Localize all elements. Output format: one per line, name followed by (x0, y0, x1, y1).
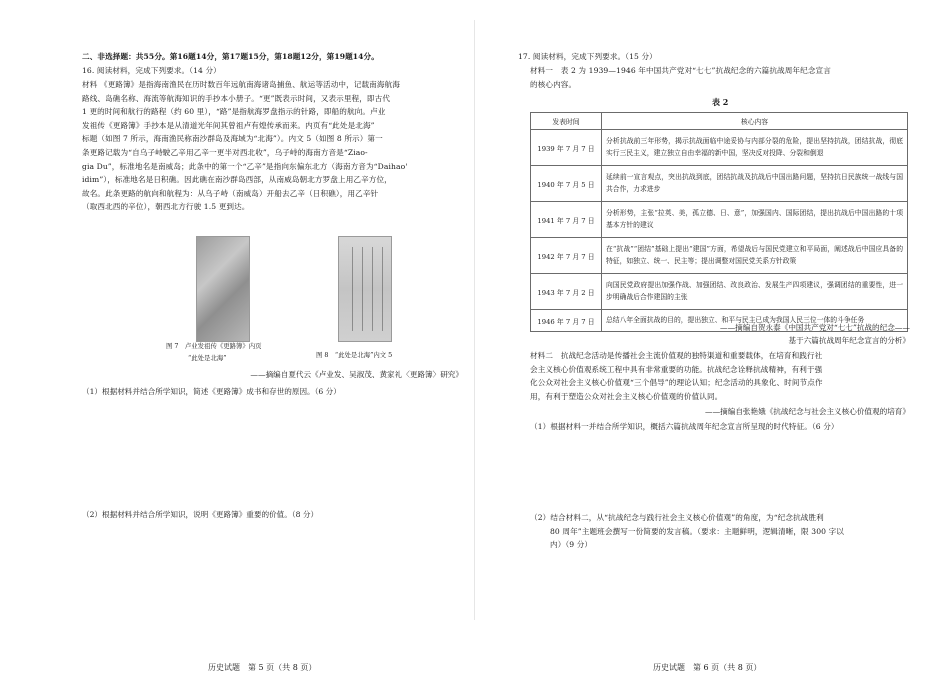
material-line: idim”），标准地名是日积礁。因此礁在南沙群岛西部，从南威岛朝北方罗盘上用乙辛方位， (82, 175, 392, 185)
page-footer: 历史试题 第 5 页（共 8 页） (208, 663, 317, 672)
question-17-part-2 (530, 511, 910, 552)
row-content: 延续前一宣言观点，突出抗战到底，团结抗战及抗战后中国出路问题，坚持抗日民族统一战线与国共合作，力求进步 (602, 166, 908, 202)
column-header-content: 核心内容 (602, 113, 908, 130)
table-row (531, 130, 908, 166)
figure-7-manuscript-photo (196, 236, 250, 342)
material-2-source: ——摘编自张艳娥《抗战纪念与社会主义核心价值观的培育》 (704, 407, 910, 416)
material-line: （取西北西的辛位），朝西北方行驶 1.5 更到达。 (82, 202, 250, 212)
table-row (531, 238, 908, 274)
table-row (531, 274, 908, 310)
material-line: 条更路记载为“自乌子峙駛乙辛用乙辛一更半对西北收”，乌子峙的海南方音是“Ziao- (82, 147, 368, 157)
material-line: 1 更的时间和航行的路程（约 60 里），“路”是指航海罗盘指示的针路，即船的航向。卢业 (82, 107, 386, 117)
row-content: 向国民党政府提出加强作战、加强团结、改良政治、发展生产四项建议，强调团结的重要性，进一步明确战后合作建国的主张 (602, 274, 908, 310)
table-2-caption: 表 2 (712, 97, 729, 107)
row-date: 1941 年 7 月 7 日 (531, 202, 602, 238)
row-date: 1942 年 7 月 7 日 (531, 238, 602, 274)
question-16-header: 16. 阅读材料，完成下列要求。（14 分） (82, 66, 221, 75)
question-line: （2）结合材料二，从“抗战纪念与践行社会主义核心价值观”的角度，为“纪念抗战胜利 (530, 513, 824, 522)
material-line: 会主义核心价值观系统工程中具有非常重要的功能。抗战纪念诠释抗战精神，有利于强 (530, 364, 823, 374)
table-row (531, 166, 908, 202)
row-date: 1946 年 7 月 7 日 (531, 310, 602, 332)
material-line: 标题（如图 7 所示，海南渔民称南沙群岛及海域为“北海”）。内文 5（如图 8 所示）第一 (82, 134, 383, 144)
exam-page-6 (475, 0, 950, 688)
row-date: 1939 年 7 月 7 日 (531, 130, 602, 166)
figure-7-caption-line2: “此处是北海” (188, 354, 227, 362)
material-line: gia Du”，标准地名是南威岛；此条中的第一个“乙辛”是指向东偏东北方（海南方音为“Daihao' (82, 161, 408, 171)
table-row (531, 202, 908, 238)
row-date: 1943 年 7 月 2 日 (531, 274, 602, 310)
row-content: 分析抗战前三年形势，揭示抗战面临中途妥协与内部分裂的危险，提出坚持抗战，团结抗战，彻底实行三民主义，建立独立自由幸福的新中国，坚决反对投降、分裂和倒退 (602, 130, 908, 166)
column-header-date: 发表时间 (531, 113, 602, 130)
question-line: 80 周年”主题班会撰写一份简要的发言稿。（要求：主题鲜明，逻辑清晰，限 300 字以 (550, 526, 844, 536)
material-line: 的核心内容。 (530, 79, 577, 89)
material-1-source-line-2: 基于六篇抗战周年纪念宣言的分析》 (788, 336, 910, 345)
question-line: （1）根据材料一并结合所学知识，概括六篇抗战周年纪念宣言所呈现的时代特征。（6 分） (530, 422, 839, 431)
question-16-part-2: （2）根据材料并结合所学知识，说明《更路簿》重要的价值。（8 分） (82, 510, 319, 519)
question-17-header: 17. 阅读材料，完成下列要求。（15 分） (518, 52, 657, 61)
section-header: 二、非选择题：共55分。第16题14分，第17题15分，第18题12分，第19题14分。 (82, 52, 379, 61)
table-2 (530, 112, 908, 332)
material-line: 路线、岛礁名称、海流等航海知识的手抄本小册子。“更”既表示时间，又表示里程，即古代 (82, 93, 391, 103)
material-line: 材料 《更路簿》是指海南渔民在历时数百年远航南海诸岛捕鱼、航运等活动中，记载南海航海 (82, 80, 400, 89)
question-17-part-1 (530, 420, 915, 434)
page-footer: 历史试题 第 6 页（共 8 页） (653, 663, 762, 672)
figure-7-caption: 图 7 卢业发祖传《更路簿》内页 (166, 342, 262, 350)
table-header-row (531, 113, 908, 130)
figure-8-caption: 图 8 “此处是北海”内文 5 (316, 351, 393, 359)
material-line: 用，有利于塑造公众对社会主义核心价值观的价值认同。 (530, 391, 723, 401)
material-line: 故名。此条更路的航向和航程为：从乌子峙（南威岛）开船去乙辛（日积礁），用乙辛针 (82, 188, 379, 198)
row-content: 在“抗战”“团结”基础上提出“建国”方面，希望战后与国民党建立和平局面，阐述战后中国应具备的特征，如独立、统一、民主等；提出调整对国民党关系方针政策 (602, 238, 908, 274)
material-line: 发祖传《更路簿》手抄本是从清道光年间其曾祖卢有煌传承而来。内页有“此处是北海” (82, 120, 375, 130)
question-16-source: ——摘编自夏代云《卢业发、吴淑茂、黄家礼〈更路簿〉研究》 (250, 370, 463, 379)
manuscript-text-columns (347, 247, 383, 331)
material-line: 材料一 表 2 为 1939—1946 年中国共产党对“七七”抗战纪念的六篇抗战周年纪念宣言 (530, 66, 831, 75)
question-16-part-1: （1）根据材料并结合所学知识，简述《更路簿》成书和存世的原因。（6 分） (82, 387, 341, 396)
question-16-material (82, 78, 464, 214)
question-line: 内）（9 分） (550, 540, 593, 550)
row-content: 总结八年全面抗战的目的，提出独立、和平与民主已成为我国人民三位一体的斗争任务 (602, 310, 908, 332)
material-line: 化公众对社会主义核心价值观“三个倡导”的理论认知；纪念活动的具象化、时间节点作 (530, 378, 823, 388)
row-date: 1940 年 7 月 5 日 (531, 166, 602, 202)
material-line: 材料二 抗战纪念活动是传播社会主流价值观的独特渠道和重要载体，在培育和践行社 (530, 351, 823, 360)
material-1-intro (530, 64, 910, 91)
row-content: 分析形势，主张“拉英、美，孤立德、日、意”，加强国内、国际团结，提出抗战后中国出路的十项基本方针的建议 (602, 202, 908, 238)
figure-8-manuscript-photo (338, 236, 392, 342)
material-2 (530, 349, 910, 403)
material-1-source-line-1: ——摘编自贺永泰《中国共产党对“七七”抗战的纪念—— (719, 323, 910, 332)
